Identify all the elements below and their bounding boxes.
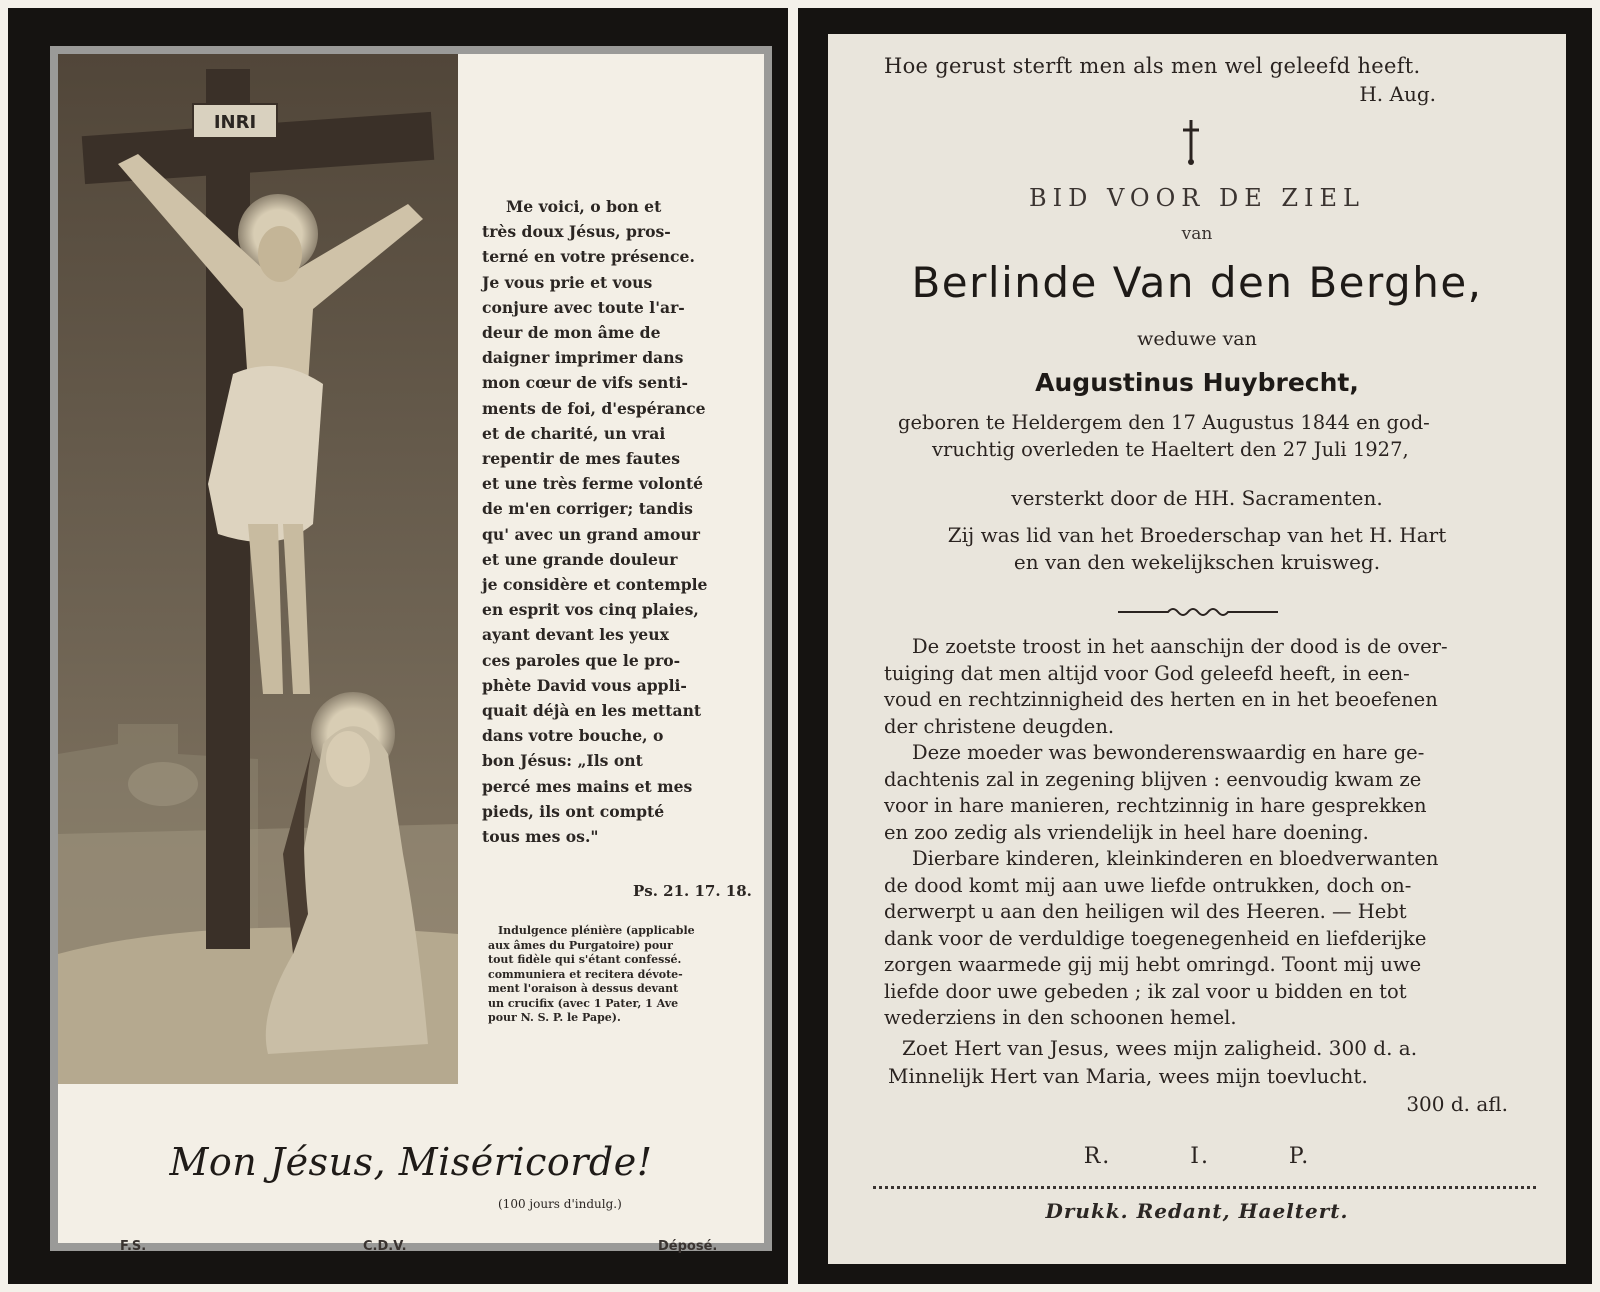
right-card-paper xyxy=(828,34,1566,1264)
prayer-line: terné en votre présence. xyxy=(482,247,695,267)
prayer-line: très doux Jésus, pros- xyxy=(482,222,671,242)
left-card-frame xyxy=(50,46,772,1254)
prayer-line: et de charité, un vrai xyxy=(482,423,666,443)
invocation-note: (100 jours d'indulg.) xyxy=(498,1197,622,1211)
invocation-heading: Mon Jésus, Miséricorde! xyxy=(169,1140,653,1184)
motto-source: H. Aug. xyxy=(1359,82,1436,106)
prayer-maria-note: 300 d. afl. xyxy=(1406,1092,1508,1116)
dotted-divider xyxy=(873,1186,1536,1189)
paragraph-comfort xyxy=(884,634,1534,740)
paragraph-line: dachtenis zal in zegening blijven : eenvoudig kwam ze xyxy=(884,767,1422,791)
sacraments-line: versterkt door de HH. Sacramenten. xyxy=(1011,486,1383,510)
paragraph-line: Deze moeder was bewonderenswaardig en hare ge- xyxy=(912,741,1425,764)
husband-name: Augustinus Huybrecht, xyxy=(1035,368,1359,397)
paragraph-line: De zoetste troost in het aanschijn der dood is de over- xyxy=(912,635,1448,658)
closing-prayers xyxy=(888,1034,1528,1090)
right-card xyxy=(798,8,1592,1284)
prayer-line: conjure avec toute l'ar- xyxy=(482,297,685,317)
paragraph-mother xyxy=(884,740,1534,846)
brotherhood-line: en van den wekelijkschen kruisweg. xyxy=(1013,550,1381,574)
paragraph-line: derwerpt u aan den heiligen wil des Heeren. — Hebt xyxy=(884,900,1407,923)
rip-line: R. I. P. xyxy=(1083,1144,1311,1169)
prayer-line: repentir de mes fautes xyxy=(482,449,681,469)
brotherhood-text xyxy=(828,522,1566,576)
prayer-line: pieds, ils ont compté xyxy=(482,801,665,821)
prayer-line: mon cœur de vifs senti- xyxy=(482,373,688,393)
brotherhood-line: Zij was lid van het Broederschap van het H. Hart xyxy=(947,523,1447,547)
prayer-line: Me voici, o bon et xyxy=(506,197,662,216)
prayer-line: ces paroles que le pro- xyxy=(482,650,681,670)
heading: BID VOOR DE ZIEL xyxy=(1029,184,1365,212)
prayer-line: ments de foi, d'espérance xyxy=(482,398,706,418)
footer-cdv: C.D.V. xyxy=(363,1239,407,1254)
prayer-text xyxy=(482,194,726,849)
indulgence-line: Indulgence plénière (applicable xyxy=(498,924,695,937)
paragraph-line: wederziens in den schoonen hemel. xyxy=(884,1006,1237,1029)
indulgence-text xyxy=(488,924,724,1026)
paragraph-line: liefde door uwe gebeden ; ik zal voor u bidden en tot xyxy=(884,979,1407,1003)
prayer-line: en esprit vos cinq plaies, xyxy=(482,600,699,620)
indulgence-line: tout fidèle qui s'étant confessé. xyxy=(488,953,682,966)
left-card-paper xyxy=(58,54,764,1254)
prayer-line: dans votre bouche, o xyxy=(482,726,664,746)
prayer-line: qu' avec un grand amour xyxy=(482,524,701,544)
paragraph-line: tuiging dat men altijd voor God geleefd heeft, in een- xyxy=(884,661,1410,685)
prayer-line: quait déjà en les mettant xyxy=(482,701,702,721)
psalm-reference: Ps. 21. 17. 18. xyxy=(633,882,752,900)
prayer-line: de m'en corriger; tandis xyxy=(482,499,693,519)
van-label: van xyxy=(1181,224,1213,244)
footer-depose: Déposé. xyxy=(658,1239,718,1254)
inri-plate-text: INRI xyxy=(213,112,257,133)
ornament-divider xyxy=(1118,604,1278,620)
indulgence-line: aux âmes du Purgatoire) pour xyxy=(488,938,673,952)
paragraph-children xyxy=(884,846,1534,1032)
paragraph-line: der christene deugden. xyxy=(884,714,1115,738)
prayer-line: ayant devant les yeux xyxy=(482,625,669,645)
prayer-line: et une grande douleur xyxy=(482,549,678,569)
widow-of-label: weduwe van xyxy=(1137,328,1257,350)
crucifixion-image xyxy=(58,54,458,1084)
cross-icon xyxy=(1178,118,1204,166)
prayer-line: phète David vous appli- xyxy=(482,675,687,695)
prayer-line: et une très ferme volonté xyxy=(482,474,704,494)
indulgence-line: ment l'oraison à dessus devant xyxy=(488,982,679,995)
paragraph-line: voud en rechtzinnigheid des herten en in het beoefenen xyxy=(884,688,1438,711)
deceased-name: Berlinde Van den Berghe, xyxy=(911,258,1483,307)
prayer-line: deur de mon âme de xyxy=(482,323,661,343)
prayer-line: percé mes mains et mes xyxy=(482,776,693,796)
paragraph-line: Dierbare kinderen, kleinkinderen en bloedverwanten xyxy=(912,847,1439,870)
prayer-line: tous mes os." xyxy=(482,827,599,847)
paragraph-line: dank voor de verduldige toegenegenheid en liefderijke xyxy=(884,926,1427,950)
birth-line: geboren te Heldergem den 17 Augustus 1844 en god- xyxy=(898,411,1430,434)
birth-death-text xyxy=(898,410,1518,463)
left-card xyxy=(8,8,788,1284)
footer-fs: F.S. xyxy=(120,1239,147,1254)
prayer-line: bon Jésus: „Ils ont xyxy=(482,751,643,771)
indulgence-line: un crucifix (avec 1 Pater, 1 Ave xyxy=(488,996,679,1010)
indulgence-line: communiera et recitera dévote- xyxy=(488,967,683,981)
prayer-line: daigner imprimer dans xyxy=(482,348,684,368)
motto: Hoe gerust sterft men als men wel geleefd heeft. xyxy=(884,54,1421,78)
paragraph-line: en zoo zedig als vriendelijk in heel hare doening. xyxy=(884,820,1369,844)
prayer-maria: Minnelijk Hert van Maria, wees mijn toevlucht. xyxy=(888,1064,1368,1088)
birth-line: vruchtig overleden te Haeltert den 27 Juli 1927, xyxy=(932,437,1409,461)
prayer-line: je considère et contemple xyxy=(482,575,708,595)
indulgence-line: pour N. S. P. le Pape). xyxy=(488,1011,621,1024)
paragraph-line: voor in hare manieren, rechtzinnig in hare gesprekken xyxy=(884,794,1427,817)
printer-credit: Drukk. Redant, Haeltert. xyxy=(1045,1199,1349,1223)
paragraph-line: zorgen waarmede gij mij hebt omringd. Toont mij uwe xyxy=(884,953,1422,976)
paragraph-line: de dood komt mij aan uwe liefde ontrukken, doch on- xyxy=(884,873,1412,897)
prayer-jesus: Zoet Hert van Jesus, wees mijn zaligheid. 300 d. a. xyxy=(902,1036,1418,1060)
prayer-line: Je vous prie et vous xyxy=(482,272,653,292)
crucifixion-illustration xyxy=(58,54,458,1084)
